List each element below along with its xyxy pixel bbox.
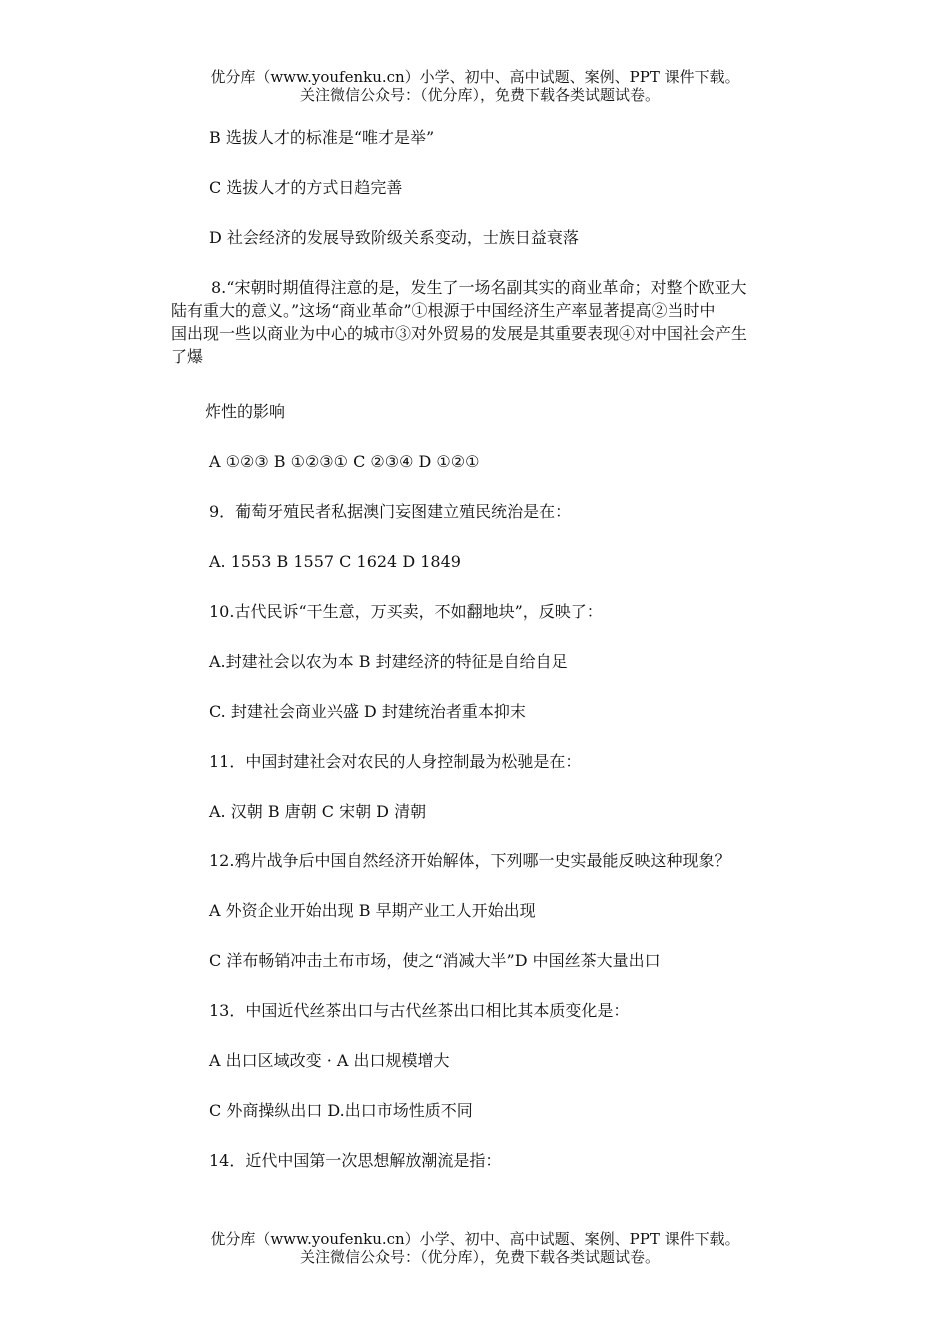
question-12: 12.鸦片战争后中国自然经济开始解体，下列哪一史实最能反映这种现象？ (209, 851, 731, 870)
option-c-line: C 选拔人才的方式日趋完善 (209, 178, 403, 197)
page-header (0, 68, 950, 104)
option-d-line: D 社会经济的发展导致阶级关系变动，士族日益衰落 (209, 228, 579, 247)
header-line-1: 优分库（www.youfenku.cn）小学、初中、高中试题、案例、PPT 课件下载。 (210, 68, 740, 86)
footer-line-1: 优分库（www.youfenku.cn）小学、初中、高中试题、案例、PPT 课件下载。 (210, 1230, 740, 1248)
question-13-options-1: A 出口区域改变 · A 出口规模增大 (209, 1051, 450, 1070)
question-13-options-2: C 外商操纵出口 D.出口市场性质不同 (209, 1101, 473, 1120)
question-8-line-2: 陆有重大的意义。”这场“商业革命”①根源于中国经济生产率显著提高②当时中 (171, 301, 716, 320)
question-11-options: A. 汉朝 B 唐朝 C 宋朝 D 清朝 (209, 802, 427, 821)
question-9: 9．葡萄牙殖民者私据澳门妄图建立殖民统治是在： (209, 502, 572, 521)
question-8 (171, 276, 781, 368)
question-10: 10.古代民诉“干生意，万买卖，不如翻地块”，反映了： (209, 602, 603, 621)
question-13: 13．中国近代丝茶出口与古代丝茶出口相比其本质变化是： (209, 1001, 630, 1020)
question-12-options-1: A 外资企业开始出现 B 早期产业工人开始出现 (209, 901, 536, 920)
question-8-line-1: 8.“宋朝时期值得注意的是，发生了一场名副其实的商业革命；对整个欧亚大 (211, 278, 747, 297)
page-footer (0, 1230, 950, 1266)
footer-line-2: 关注微信公众号：（优分库），免费下载各类试题试卷。 (299, 1248, 660, 1266)
question-14: 14．近代中国第一次思想解放潮流是指： (209, 1151, 502, 1170)
question-11: 11．中国封建社会对农民的人身控制最为松驰是在： (209, 752, 582, 771)
question-8-line-4: 了爆 (171, 347, 204, 366)
question-10-options-2: C. 封建社会商业兴盛 D 封建统治者重本抑末 (209, 702, 526, 721)
question-8-line-3: 国出现一些以商业为中心的城市③对外贸易的发展是其重要表现④对中国社会产生 (171, 324, 748, 343)
header-line-2: 关注微信公众号：（优分库），免费下载各类试题试卷。 (299, 86, 660, 104)
question-8-continuation: 炸性的影响 (205, 402, 286, 421)
question-12-options-2: C 洋布畅销冲击土布市场，使之“消减大半”D 中国丝茶大量出口 (209, 951, 661, 970)
question-10-options-1: A.封建社会以农为本 B 封建经济的特征是自给自足 (209, 652, 568, 671)
question-9-options: A. 1553 B 1557 C 1624 D 1849 (209, 552, 461, 571)
option-b-line: B 选拔人才的标准是“唯才是举” (209, 128, 435, 147)
question-8-options: A ①②③ B ①②③① C ②③④ D ①②① (209, 452, 480, 471)
